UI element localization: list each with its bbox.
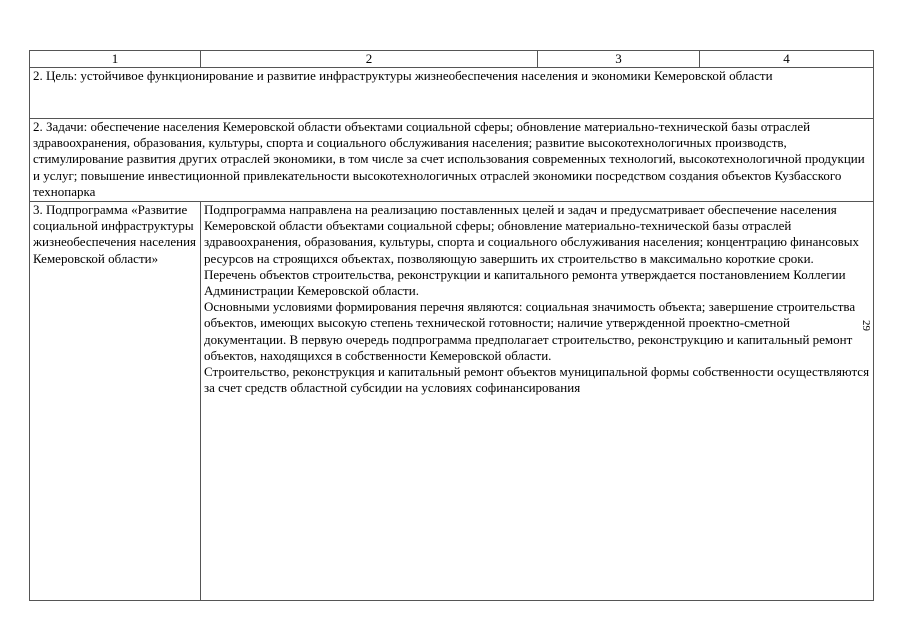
subprogram-title: 3. Подпрограмма «Развитие социальной инфраструктуры жизнеобеспечения населения Кемеровской области»: [30, 202, 201, 601]
subprogram-paragraph: Подпрограмма направлена на реализацию поставленных целей и задач и предусматривает обеспечение населения Кемеровской области объектами социальной сферы; обновление материально-технической базы отраслей здравоохранения, образования, культуры, спорта и социального обслуживания населения; концентрацию финансовых ресурсов на строящихся объектах, позволяющую завершить их строительство в максимально короткие сроки.: [204, 202, 859, 266]
subprogram-description: [201, 202, 874, 601]
subprogram-paragraph: Строительство, реконструкция и капитальный ремонт объектов муниципальной формы собственности осуществляются за счет средств областной субсидии на условиях софинансирования: [204, 364, 870, 396]
document-table: [29, 50, 874, 601]
column-number-4: 4: [700, 51, 874, 68]
subprogram-paragraph: Перечень объектов строительства, реконструкции и капитального ремонта утверждается постановлением Коллегии Администрации Кемеровской области.: [204, 266, 846, 299]
column-number-2: 2: [201, 51, 538, 68]
tasks-text: 2. Задачи: обеспечение населения Кемеровской области объектами социальной сферы; обновление материально-технической базы отраслей здравоохранения, образования, культуры, спорта и социального обслуживания населения; развитие высокотехнологичных производств, стимулирование развития других отраслей экономики, в том числе за счет использования современных технологий, высокотехнологичной продукции и услуг; повышение инвестиционной привлекательности высокотехнологичных отраслей экономики посредством создания объектов Кузбасского технопарка: [30, 119, 874, 202]
goal-row: [30, 68, 874, 119]
tasks-row: [30, 119, 874, 202]
column-number-3: 3: [538, 51, 700, 68]
column-number-1: 1: [30, 51, 201, 68]
column-number-row: [30, 51, 874, 68]
subprogram-row: [30, 202, 874, 601]
page-number: 29: [860, 320, 872, 331]
goal-text: 2. Цель: устойчивое функционирование и развитие инфраструктуры жизнеобеспечения населения и экономики Кемеровской области: [30, 68, 874, 119]
subprogram-paragraph: Основными условиями формирования перечня являются: социальная значимость объекта; завершение строительства объектов, имеющих высокую степень технической готовности; наличие утвержденной проектно-сметной документации. В первую очередь подпрограмма предполагает строительство, реконструкцию и капитальный ремонт объектов, находящихся в собственности Кемеровской области.: [204, 299, 856, 363]
